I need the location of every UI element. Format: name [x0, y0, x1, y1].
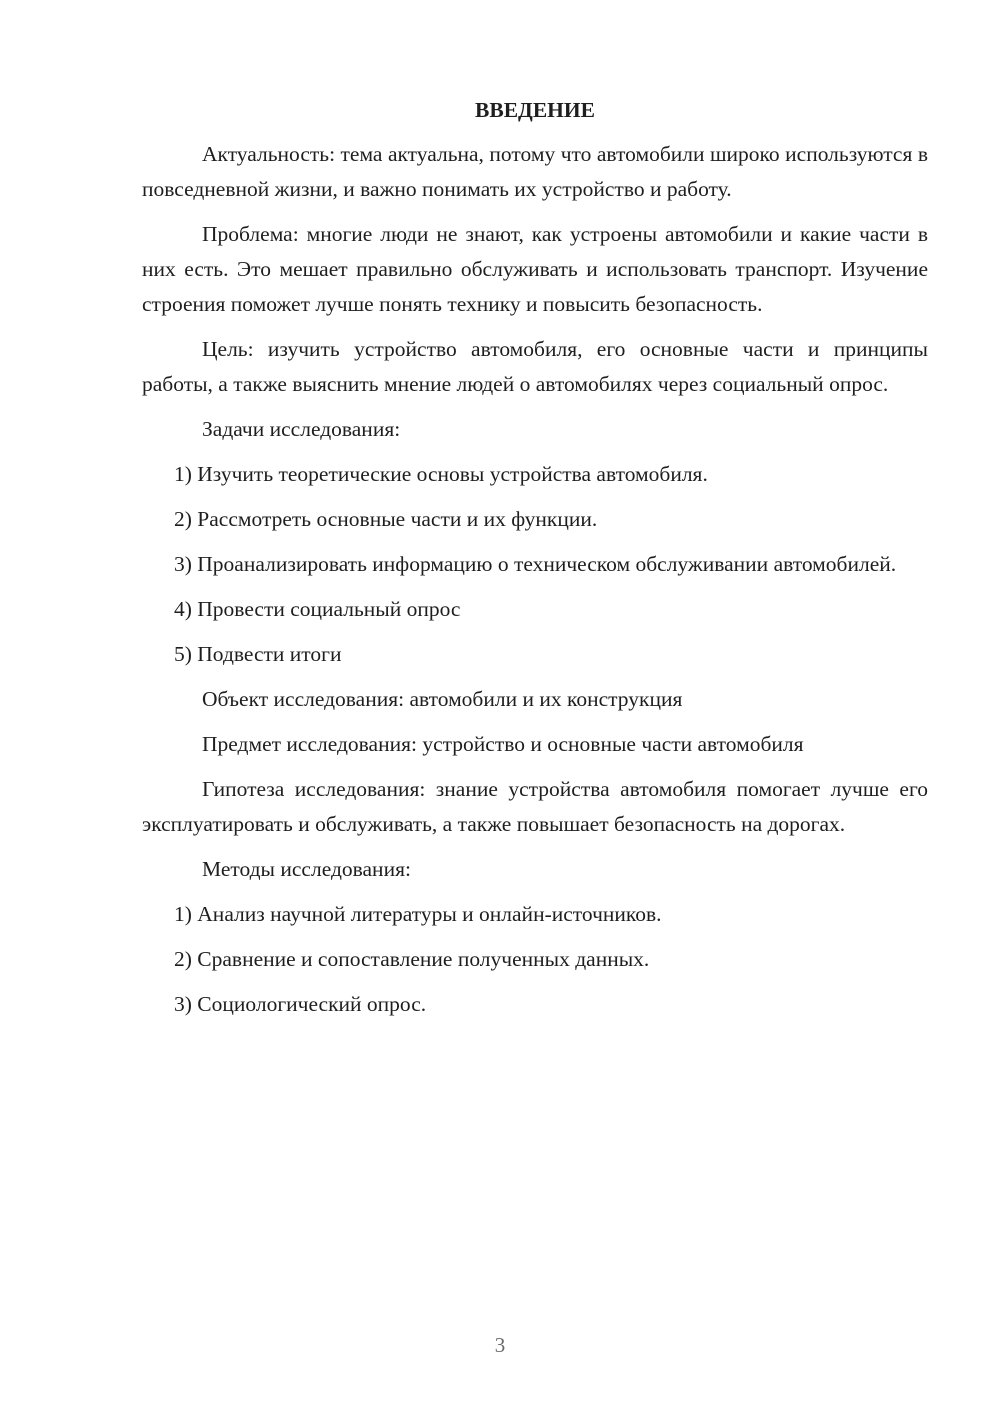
page-title: ВВЕДЕНИЕ — [475, 98, 595, 122]
task-item-1: 1) Изучить теоретические основы устройства автомобиля. — [174, 462, 708, 486]
hypothesis-paragraph: Гипотеза исследования: знание устройства автомобиля помогает лучше его эксплуатировать и обслуживать, а также повышает безопасность на дорогах. — [142, 777, 928, 836]
method-item-1: 1) Анализ научной литературы и онлайн-источников. — [174, 902, 662, 926]
subject-line: Предмет исследования: устройство и основные части автомобиля — [202, 732, 804, 756]
task-item-3: 3) Проанализировать информацию о техническом обслуживании автомобилей. — [174, 552, 897, 576]
relevance-paragraph: Актуальность: тема актуальна, потому что автомобили широко используются в повседневной жизни, и важно понимать их устройство и работу. — [142, 142, 928, 201]
task-item-5: 5) Подвести итоги — [174, 642, 342, 666]
task-item-4: 4) Провести социальный опрос — [174, 597, 461, 621]
task-item-2: 2) Рассмотреть основные части и их функции. — [174, 507, 598, 531]
page-content — [142, 93, 928, 1032]
method-item-2: 2) Сравнение и сопоставление полученных данных. — [174, 947, 650, 971]
methods-heading: Методы исследования: — [202, 857, 411, 881]
problem-paragraph: Проблема: многие люди не знают, как устроены автомобили и какие части в них есть. Это мешает правильно обслуживать и использовать транспорт. Изучение строения поможет лучше понять технику и повысить безопасность. — [142, 222, 928, 316]
page-number: 3 — [494, 1333, 506, 1357]
method-item-3: 3) Социологический опрос. — [174, 992, 427, 1016]
object-line: Объект исследования: автомобили и их конструкция — [202, 687, 683, 711]
tasks-heading: Задачи исследования: — [202, 417, 401, 441]
goal-paragraph: Цель: изучить устройство автомобиля, его основные части и принципы работы, а также выяснить мнение людей о автомобилях через социальный опрос. — [142, 337, 928, 396]
